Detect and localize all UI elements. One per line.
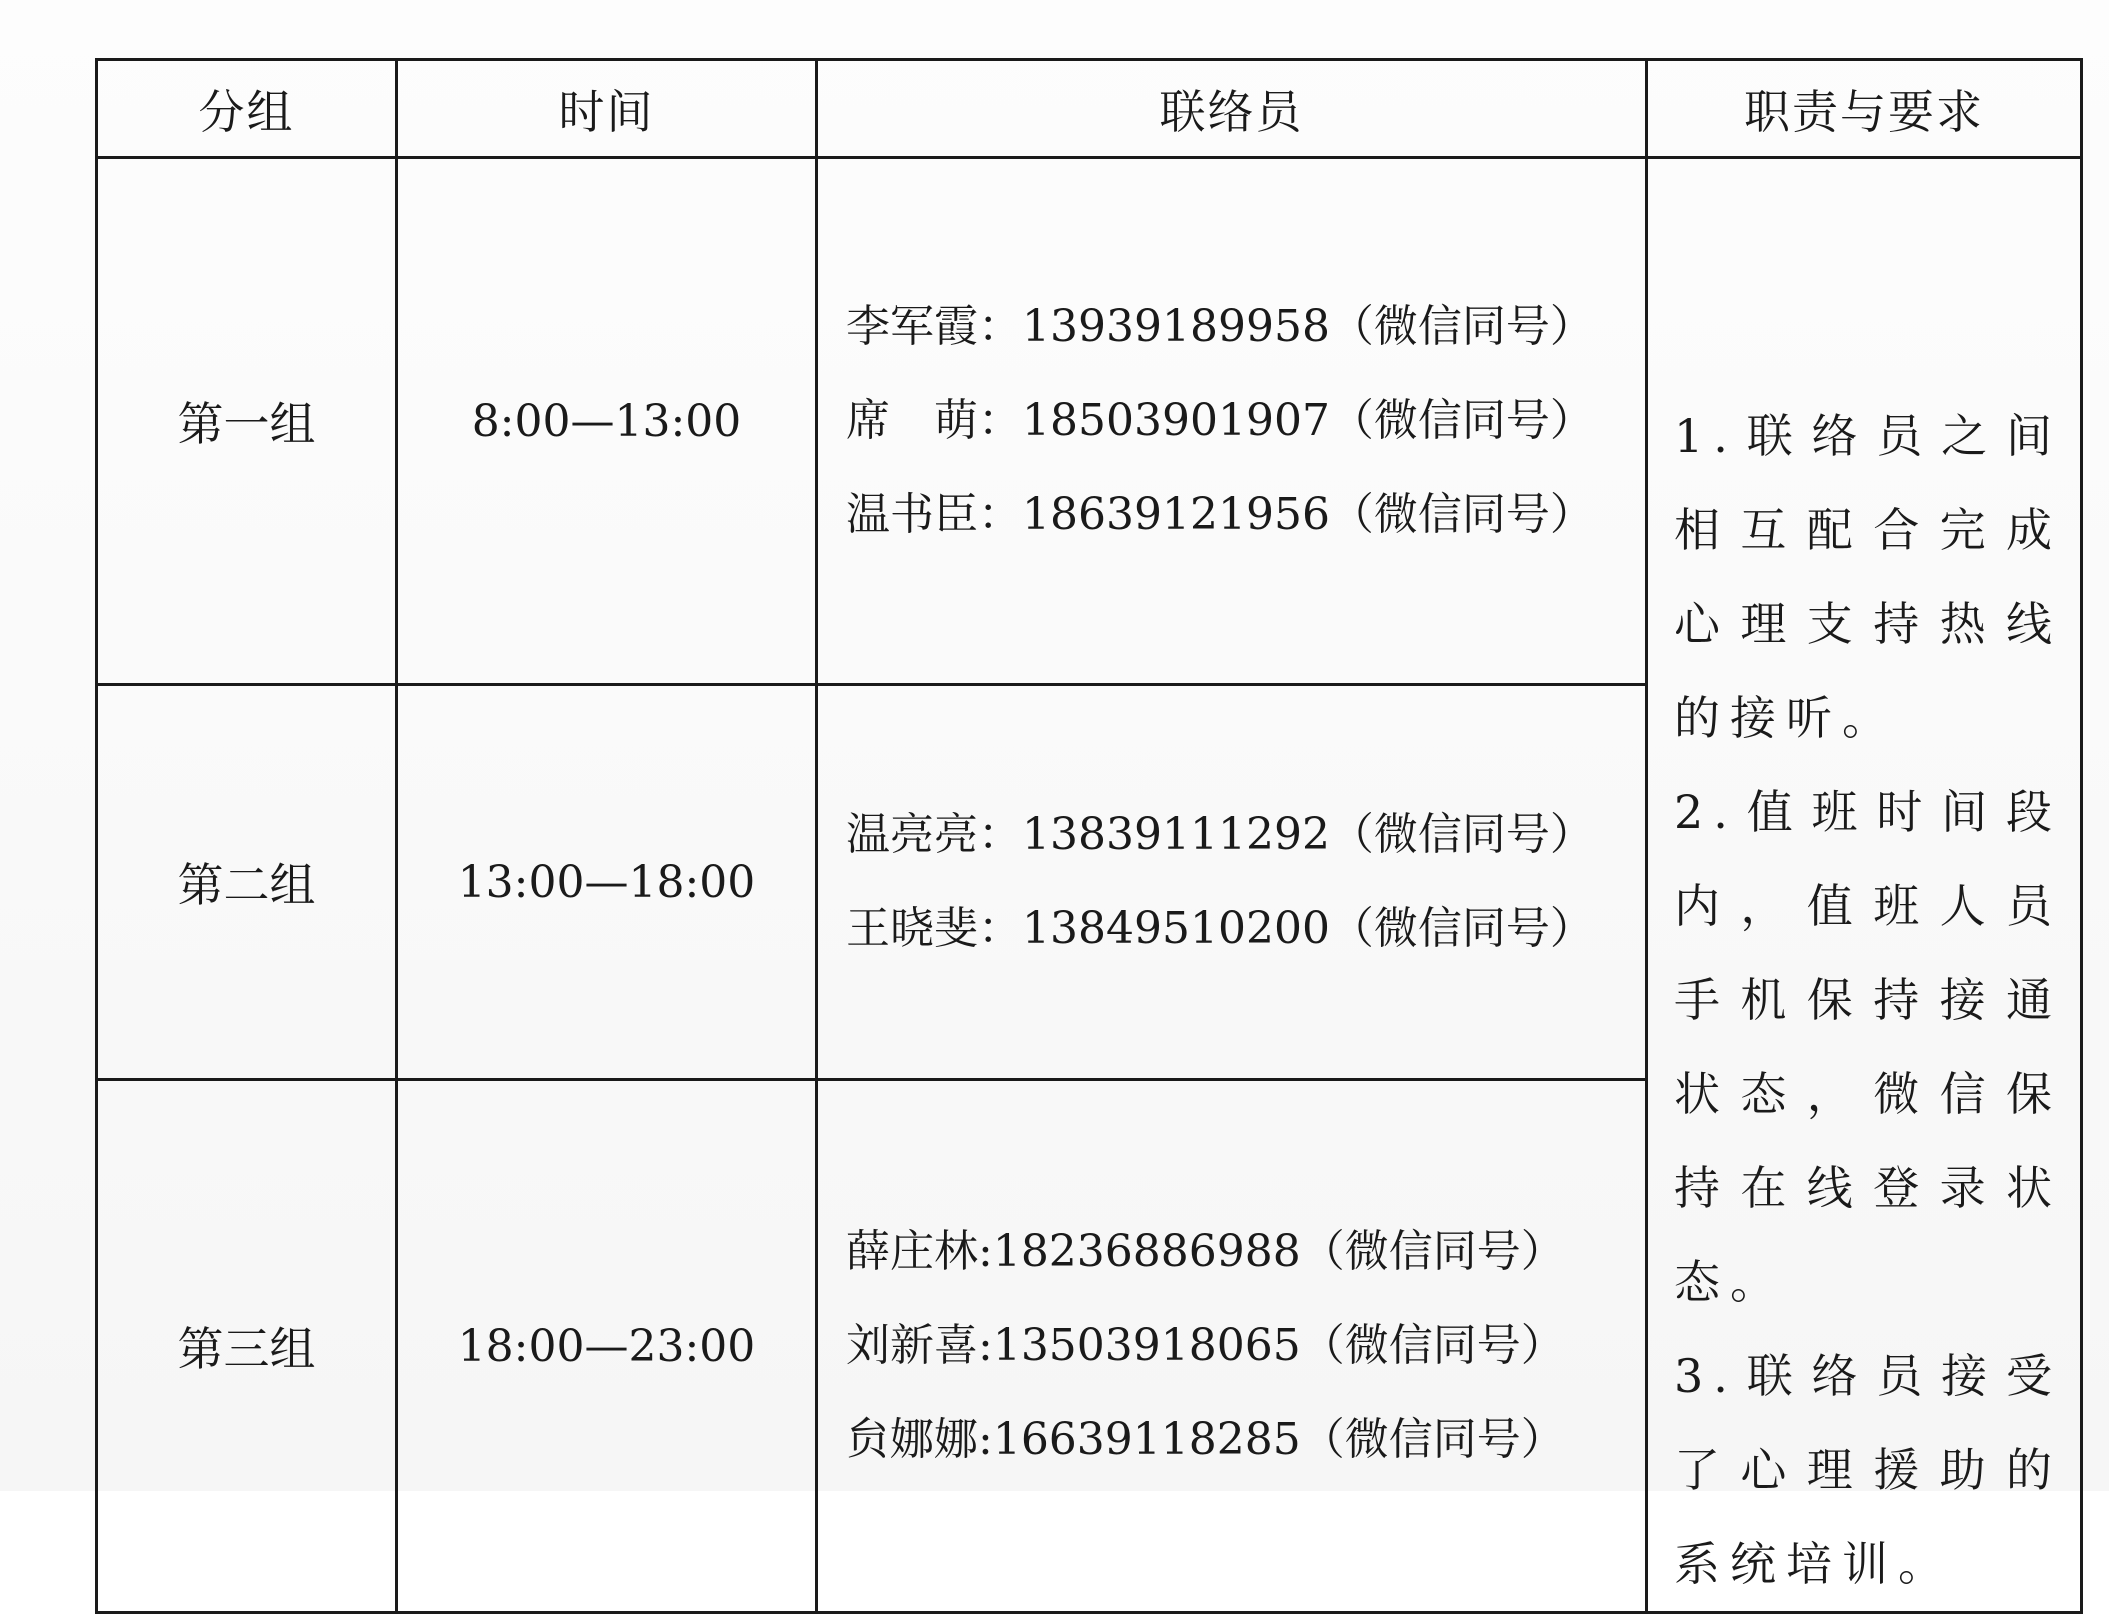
duties-cell bbox=[1647, 158, 2082, 1613]
group-name: 第一组 bbox=[97, 158, 397, 685]
duty-item: 2.值班时间段内，值班人员手机保持接通状态，微信保持在线登录状态。 bbox=[1674, 785, 2062, 1309]
duty-item: 1.联络员之间相互配合完成心理支持热线的接听。 bbox=[1674, 409, 2062, 745]
contact-entry: 李军霞：13939189958（微信同号） bbox=[846, 301, 1594, 353]
duty-roster-table bbox=[95, 58, 2083, 1614]
table-row-group-1 bbox=[97, 158, 2082, 685]
header-time: 时间 bbox=[397, 60, 817, 158]
header-group: 分组 bbox=[97, 60, 397, 158]
header-contacts: 联络员 bbox=[817, 60, 1647, 158]
contact-entry: 贠娜娜:16639118285（微信同号） bbox=[846, 1414, 1565, 1466]
contact-list bbox=[817, 1080, 1647, 1613]
contact-list bbox=[817, 158, 1647, 685]
contact-list bbox=[817, 685, 1647, 1080]
contact-entry: 温书臣：18639121956（微信同号） bbox=[846, 489, 1594, 541]
time-slot: 13:00—18:00 bbox=[397, 685, 817, 1080]
time-slot: 18:00—23:00 bbox=[397, 1080, 817, 1613]
group-name: 第二组 bbox=[97, 685, 397, 1080]
contact-entry: 刘新喜:13503918065（微信同号） bbox=[846, 1320, 1565, 1372]
header-row bbox=[97, 60, 2082, 158]
duty-item: 3.联络员接受了心理援助的系统培训。 bbox=[1674, 1349, 2062, 1591]
contact-entry: 席 萌：18503901907（微信同号） bbox=[846, 395, 1594, 447]
group-name: 第三组 bbox=[97, 1080, 397, 1613]
contact-entry: 王晓斐：13849510200（微信同号） bbox=[846, 903, 1594, 955]
header-duties: 职责与要求 bbox=[1647, 60, 2082, 158]
time-slot: 8:00—13:00 bbox=[397, 158, 817, 685]
contact-entry: 温亮亮：13839111292（微信同号） bbox=[846, 809, 1594, 861]
contact-entry: 薛庄林:18236886988（微信同号） bbox=[846, 1226, 1565, 1278]
